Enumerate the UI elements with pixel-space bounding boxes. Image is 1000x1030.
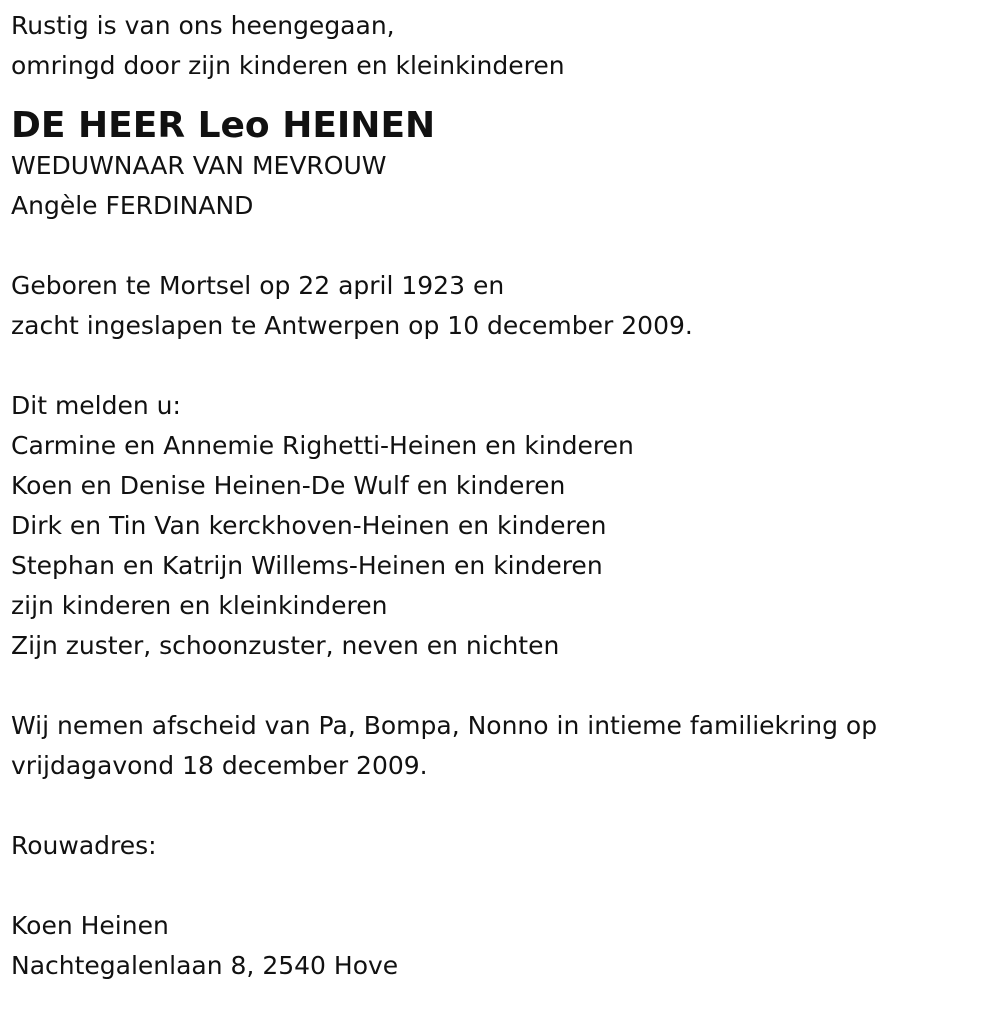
intro-line-1: Rustig is van ons heengegaan, xyxy=(11,11,395,40)
spacer xyxy=(11,866,991,906)
spacer xyxy=(11,666,991,706)
announcer-line: Stephan en Katrijn Willems-Heinen en kinderen xyxy=(11,551,603,580)
spouse-name-line: Angèle FERDINAND xyxy=(11,191,254,220)
announcer-line: Carmine en Annemie Righetti-Heinen en kinderen xyxy=(11,431,634,460)
obituary-notice xyxy=(11,6,991,986)
spacer xyxy=(11,226,991,266)
address-heading: Rouwadres: xyxy=(11,831,157,860)
death-line: zacht ingeslapen te Antwerpen op 10 december 2009. xyxy=(11,311,693,340)
intro-line-2: omringd door zijn kinderen en kleinkinderen xyxy=(11,51,565,80)
birth-line: Geboren te Mortsel op 22 april 1923 en xyxy=(11,271,505,300)
announcer-line: Zijn zuster, schoonzuster, neven en nichten xyxy=(11,631,560,660)
widower-of-line: WEDUWNAAR VAN MEVROUW xyxy=(11,151,387,180)
farewell-line-1: Wij nemen afscheid van Pa, Bompa, Nonno in intieme familiekring op xyxy=(11,711,878,740)
announcer-line: Koen en Denise Heinen-De Wulf en kinderen xyxy=(11,471,566,500)
spacer xyxy=(11,346,991,386)
address-name: Koen Heinen xyxy=(11,911,169,940)
address-street: Nachtegalenlaan 8, 2540 Hove xyxy=(11,951,399,980)
farewell-line-2: vrijdagavond 18 december 2009. xyxy=(11,751,428,780)
announcer-line: zijn kinderen en kleinkinderen xyxy=(11,591,388,620)
announcers-heading: Dit melden u: xyxy=(11,391,181,420)
deceased-name: DE HEER Leo HEINEN xyxy=(11,105,436,146)
announcer-line: Dirk en Tin Van kerckhoven-Heinen en kinderen xyxy=(11,511,607,540)
spacer xyxy=(11,786,991,826)
